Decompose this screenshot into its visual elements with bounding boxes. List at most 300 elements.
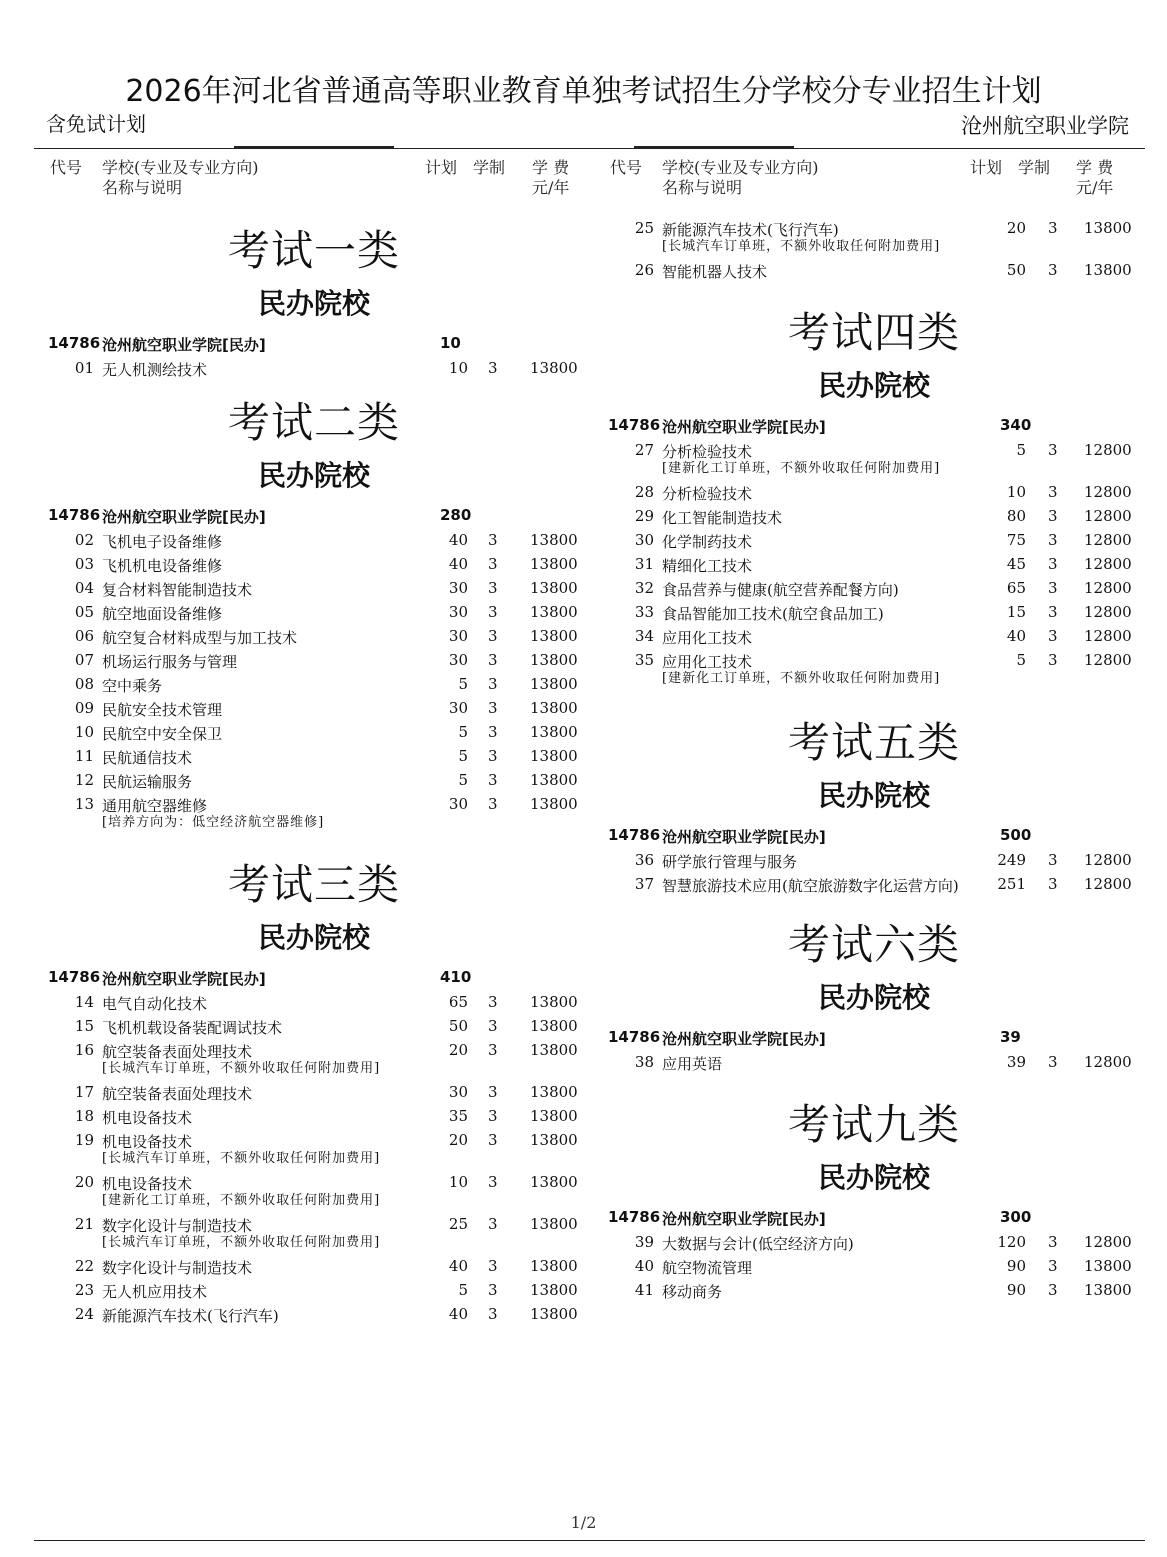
major-code: 36 [634,851,654,869]
major-fee: 13800 [530,1305,578,1323]
major-name: 机电设备技术 [102,1175,193,1193]
school-code: 14786 [608,1028,661,1046]
major-duration: 3 [488,1215,498,1233]
major-name: 航空物流管理 [662,1259,753,1277]
major-line [600,648,1160,672]
major-plan: 120 [997,1233,1026,1251]
major-name: 电气自动化技术 [102,995,208,1013]
school-name: 沧州航空职业学院[民办] [662,828,826,846]
major-plan: 10 [1006,483,1026,501]
major-duration: 3 [488,771,498,789]
major-name: 航空地面设备维修 [102,605,223,623]
major-plan: 40 [448,1305,468,1323]
major-name: 数字化设计与制造技术 [102,1217,253,1235]
major-line [600,872,1160,896]
major-duration: 3 [488,627,498,645]
major-code: 38 [634,1053,654,1071]
exam-category-title: 考试四类 [787,308,960,357]
major-row [40,1254,600,1278]
major-row [40,720,600,744]
major-name: 无人机应用技术 [102,1283,208,1301]
major-line [40,648,600,672]
major-code: 21 [74,1215,94,1233]
major-code: 34 [634,627,654,645]
major-line [40,1254,600,1278]
major-code: 22 [74,1257,94,1275]
major-fee: 12800 [1084,851,1132,869]
major-code: 11 [74,747,94,765]
major-duration: 3 [488,651,498,669]
major-duration: 3 [488,699,498,717]
major-plan: 40 [448,531,468,549]
major-name: 航空装备表面处理技术 [102,1085,253,1103]
major-line [40,990,600,1014]
major-code: 14 [74,993,94,1011]
major-fee: 13800 [530,579,578,597]
major-duration: 3 [488,747,498,765]
major-name: 民航空中安全保卫 [102,725,223,743]
major-name: 新能源汽车技术(飞行汽车) [102,1307,279,1325]
major-line [40,792,600,816]
major-line [40,1014,600,1038]
major-code: 41 [634,1281,654,1299]
major-name: 化工智能制造技术 [662,509,783,527]
exam-section [600,1096,1160,1302]
major-row [600,648,1160,688]
school-total: 280 [440,506,472,524]
school-type-heading: 民办院校 [817,1161,930,1194]
major-row [40,648,600,672]
major-duration: 3 [1048,1281,1058,1299]
major-code: 39 [634,1233,654,1251]
major-plan: 5 [458,675,468,693]
major-line [600,438,1160,462]
major-line [600,504,1160,528]
major-fee: 13800 [530,627,578,645]
major-name: 移动商务 [662,1283,723,1301]
major-note: [建新化工订单班，不额外收取任何附加费用] [662,671,941,686]
major-plan: 15 [1006,603,1026,621]
major-line [40,624,600,648]
major-line [40,1170,600,1194]
header-rule [34,148,1145,149]
major-fee: 13800 [530,795,578,813]
major-row [40,696,600,720]
major-line [600,600,1160,624]
subtitle-left: 含免试计划 [46,112,146,136]
major-duration: 3 [488,359,498,377]
school-row [40,966,600,990]
school-name: 沧州航空职业学院[民办] [102,970,266,988]
major-line [40,356,600,380]
major-name: 分析检验技术 [662,443,753,461]
header-school: 学校(专业及专业方向) 名称与说明 [102,158,259,197]
major-line [40,1104,600,1128]
major-row [40,1128,600,1168]
major-code: 24 [74,1305,94,1323]
major-duration: 3 [488,1257,498,1275]
major-fee: 13800 [1084,219,1132,237]
major-name: 复合材料智能制造技术 [102,581,253,599]
school-type-heading: 民办院校 [257,459,370,492]
major-name: 通用航空器维修 [102,797,208,815]
major-duration: 3 [488,579,498,597]
major-code: 20 [74,1173,94,1191]
major-plan: 20 [448,1131,468,1149]
header-plan: 计划 [970,158,1003,177]
major-fee: 12800 [1084,1233,1132,1251]
major-name: 新能源汽车技术(飞行汽车) [662,221,839,239]
major-line [40,768,600,792]
major-code: 13 [74,795,94,813]
major-fee: 13800 [530,1215,578,1233]
major-duration: 3 [488,675,498,693]
major-duration: 3 [488,1083,498,1101]
major-duration: 3 [488,1107,498,1125]
header-code: 代号 [50,158,83,177]
school-code: 14786 [608,826,661,844]
school-name: 沧州航空职业学院[民办] [102,336,266,354]
major-row [40,576,600,600]
major-row [600,624,1160,648]
major-row [40,744,600,768]
school-total: 340 [1000,416,1032,434]
major-row [40,990,600,1014]
major-name: 食品营养与健康(航空营养配餐方向) [662,581,899,599]
exam-section [600,916,1160,1074]
major-name: 飞机机电设备维修 [102,557,223,575]
school-name: 沧州航空职业学院[民办] [102,508,266,526]
major-plan: 50 [1006,261,1026,279]
major-name: 数字化设计与制造技术 [102,1259,253,1277]
major-code: 33 [634,603,654,621]
major-row [600,258,1160,282]
major-code: 06 [74,627,94,645]
major-plan: 30 [448,795,468,813]
major-line [600,552,1160,576]
exam-category-title: 考试三类 [227,860,400,909]
major-line [600,216,1160,240]
header-code: 代号 [610,158,643,177]
major-plan: 50 [448,1017,468,1035]
major-line [40,672,600,696]
major-plan: 40 [448,555,468,573]
major-fee: 13800 [530,359,578,377]
major-line [40,1080,600,1104]
major-line [600,576,1160,600]
major-code: 18 [74,1107,94,1125]
major-fee: 12800 [1084,555,1132,573]
major-duration: 3 [1048,579,1058,597]
major-row [40,1278,600,1302]
major-plan: 65 [448,993,468,1011]
major-line [40,1302,600,1326]
major-row [40,1212,600,1252]
school-name: 沧州航空职业学院[民办] [662,1030,826,1048]
major-line [40,528,600,552]
major-code: 08 [74,675,94,693]
major-plan: 20 [448,1041,468,1059]
major-name: 民航通信技术 [102,749,193,767]
major-row [40,1104,600,1128]
school-code: 14786 [48,968,101,986]
major-name: 化学制药技术 [662,533,753,551]
major-note: [长城汽车订单班，不额外收取任何附加费用] [102,1151,381,1166]
major-duration: 3 [488,603,498,621]
major-line [40,576,600,600]
major-code: 32 [634,579,654,597]
major-plan: 65 [1006,579,1026,597]
exam-section [600,714,1160,896]
major-fee: 13800 [530,723,578,741]
major-fee: 13800 [530,531,578,549]
major-plan: 30 [448,651,468,669]
major-line [40,1038,600,1062]
major-fee: 13800 [530,675,578,693]
major-code: 03 [74,555,94,573]
major-name: 分析检验技术 [662,485,753,503]
major-name: 民航运输服务 [102,773,193,791]
major-row [600,552,1160,576]
major-plan: 30 [448,603,468,621]
major-row [40,552,600,576]
major-duration: 3 [1048,627,1058,645]
major-duration: 3 [1048,219,1058,237]
major-name: 应用英语 [662,1055,723,1073]
major-code: 40 [634,1257,654,1275]
major-row [40,1080,600,1104]
major-duration: 3 [488,795,498,813]
major-fee: 12800 [1084,627,1132,645]
major-name: 民航安全技术管理 [102,701,223,719]
major-row [40,624,600,648]
major-name: 航空装备表面处理技术 [102,1043,253,1061]
exam-category-title: 考试六类 [787,920,960,969]
major-fee: 12800 [1084,483,1132,501]
exam-category-title: 考试九类 [787,1100,960,1149]
school-name: 沧州航空职业学院[民办] [662,418,826,436]
major-line [40,744,600,768]
major-row [600,576,1160,600]
major-name: 机场运行服务与管理 [102,653,238,671]
major-line [40,552,600,576]
major-line [600,258,1160,282]
header-plan: 计划 [425,158,458,177]
major-plan: 30 [448,579,468,597]
major-code: 04 [74,579,94,597]
major-duration: 3 [1048,1053,1058,1071]
major-plan: 75 [1006,531,1026,549]
school-total: 500 [1000,826,1032,844]
major-name: 智能机器人技术 [662,263,768,281]
major-code: 15 [74,1017,94,1035]
major-code: 17 [74,1083,94,1101]
major-duration: 3 [1048,531,1058,549]
header-fee: 学 费 元/年 [1076,158,1114,197]
exam-section [40,222,600,380]
page-number: 1/2 [570,1513,597,1532]
major-name: 研学旅行管理与服务 [662,853,798,871]
major-note: [长城汽车订单班，不额外收取任何附加费用] [102,1235,381,1250]
major-plan: 80 [1006,507,1026,525]
school-code: 14786 [48,334,101,352]
major-duration: 3 [488,723,498,741]
major-row [40,1038,600,1078]
major-duration: 3 [488,1305,498,1323]
major-fee: 12800 [1084,441,1132,459]
major-code: 05 [74,603,94,621]
major-fee: 12800 [1084,651,1132,669]
major-plan: 5 [1016,651,1026,669]
major-line [600,1050,1160,1074]
school-row [40,504,600,528]
column-header [40,156,600,216]
major-fee: 13800 [530,1041,578,1059]
major-plan: 39 [1006,1053,1026,1071]
exam-section [600,304,1160,688]
header-school: 学校(专业及专业方向) 名称与说明 [662,158,819,197]
major-fee: 13800 [530,771,578,789]
exam-category-title: 考试五类 [787,718,960,767]
major-code: 16 [74,1041,94,1059]
major-plan: 90 [1006,1257,1026,1275]
major-plan: 20 [1006,219,1026,237]
left-sections [40,222,600,1326]
school-type-heading: 民办院校 [817,369,930,402]
major-duration: 3 [488,1281,498,1299]
major-line [600,1230,1160,1254]
major-row [40,528,600,552]
major-row [600,1254,1160,1278]
major-row [600,1230,1160,1254]
header-fee: 学 费 元/年 [532,158,570,197]
school-code: 14786 [48,506,101,524]
major-row [600,216,1160,256]
major-line [40,1212,600,1236]
major-code: 35 [634,651,654,669]
major-plan: 90 [1006,1281,1026,1299]
major-row [40,1170,600,1210]
school-row [600,1206,1160,1230]
major-line [40,600,600,624]
major-fee: 13800 [530,1131,578,1149]
school-type-heading: 民办院校 [257,921,370,954]
major-fee: 13800 [530,699,578,717]
major-row [600,872,1160,896]
major-code: 09 [74,699,94,717]
major-duration: 3 [488,993,498,1011]
major-name: 智慧旅游技术应用(航空旅游数字化运营方向) [662,877,959,895]
header-duration: 学制 [1018,158,1051,177]
school-total: 410 [440,968,472,986]
major-duration: 3 [488,1173,498,1191]
major-row [600,600,1160,624]
major-code: 12 [74,771,94,789]
major-code: 07 [74,651,94,669]
major-code: 27 [634,441,654,459]
school-row [600,824,1160,848]
major-fee: 13800 [530,603,578,621]
major-fee: 13800 [530,993,578,1011]
major-code: 10 [74,723,94,741]
page-title: 2026年河北省普通高等职业教育单独考试招生分学校分专业招生计划 [125,74,1042,109]
major-duration: 3 [1048,1257,1058,1275]
major-plan: 25 [448,1215,468,1233]
exam-section [40,394,600,832]
major-name: 应用化工技术 [662,653,753,671]
right-continuation [600,216,1160,282]
right-sections [600,304,1160,1302]
major-plan: 249 [997,851,1026,869]
major-plan: 5 [458,771,468,789]
major-fee: 12800 [1084,579,1132,597]
major-row [40,356,600,380]
major-row [40,792,600,832]
major-plan: 10 [448,359,468,377]
school-total: 300 [1000,1208,1032,1226]
major-row [600,848,1160,872]
major-plan: 45 [1006,555,1026,573]
major-row [600,438,1160,478]
major-line [40,720,600,744]
major-plan: 5 [1016,441,1026,459]
school-row [40,332,600,356]
major-code: 29 [634,507,654,525]
major-plan: 5 [458,747,468,765]
major-row [600,504,1160,528]
major-line [600,1278,1160,1302]
major-duration: 3 [1048,441,1058,459]
major-name: 飞机电子设备维修 [102,533,223,551]
major-code: 25 [634,219,654,237]
major-code: 31 [634,555,654,573]
major-fee: 13800 [530,1107,578,1125]
major-row [40,672,600,696]
major-line [40,1128,600,1152]
major-fee: 13800 [530,1083,578,1101]
major-name: 食品智能加工技术(航空食品加工) [662,605,884,623]
major-plan: 35 [448,1107,468,1125]
major-name: 应用化工技术 [662,629,753,647]
major-plan: 40 [448,1257,468,1275]
school-row [600,1026,1160,1050]
major-fee: 12800 [1084,531,1132,549]
major-duration: 3 [488,555,498,573]
major-fee: 13800 [530,1173,578,1191]
major-duration: 3 [1048,1233,1058,1251]
major-row [40,768,600,792]
major-fee: 12800 [1084,603,1132,621]
major-plan: 40 [1006,627,1026,645]
major-duration: 3 [1048,875,1058,893]
exam-section [40,856,600,1326]
major-code: 28 [634,483,654,501]
major-duration: 3 [1048,851,1058,869]
exam-category-title: 考试一类 [227,226,400,275]
major-fee: 13800 [530,651,578,669]
school-row [600,414,1160,438]
major-name: 无人机测绘技术 [102,361,208,379]
major-line [600,1254,1160,1278]
major-duration: 3 [1048,651,1058,669]
major-fee: 13800 [530,1017,578,1035]
major-code: 26 [634,261,654,279]
major-duration: 3 [1048,507,1058,525]
school-type-heading: 民办院校 [817,981,930,1014]
major-line [40,1278,600,1302]
major-fee: 13800 [530,1257,578,1275]
major-row [40,1014,600,1038]
